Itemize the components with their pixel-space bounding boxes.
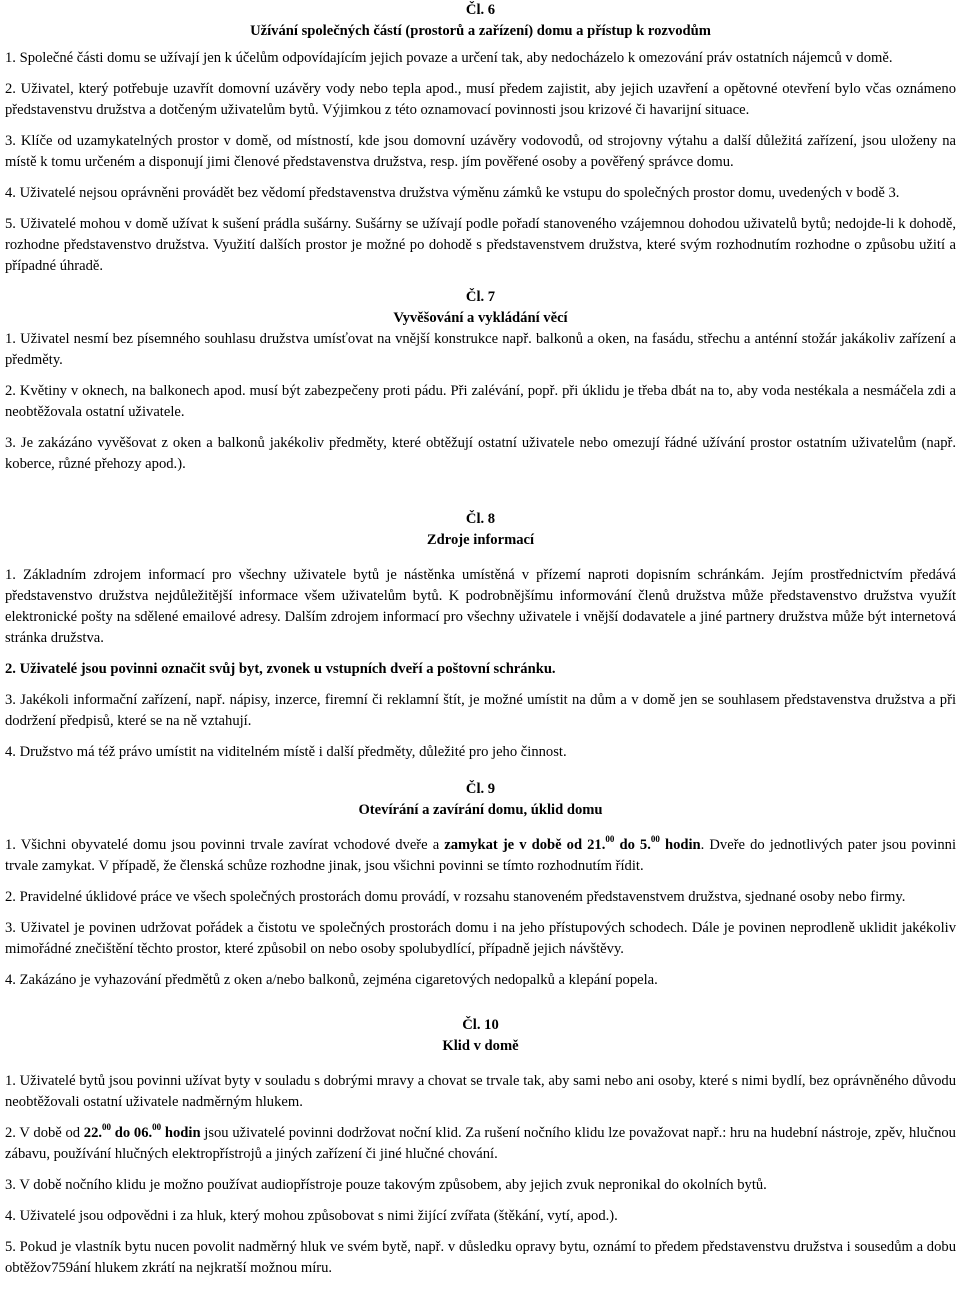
text-run: 2. V době od <box>5 1125 84 1141</box>
paragraph: 3. Jakékoli informační zařízení, např. nápisy, inzerce, firemní či reklamní štít, je možné umístit na dům a v domě jen se souhlasem představenstva družstva a při dodržení předpisů, které se na ně vztahují. <box>5 692 956 729</box>
paragraph: 4. Uživatelé nejsou oprávněni provádět bez vědomí představenstva družstva výměnu zámků ke vstupu do společných prostor domu, uvedených v bodě 3. <box>5 185 900 201</box>
article-title: Vyvěšování a vykládání věcí <box>393 310 568 326</box>
article-9 <box>5 779 956 991</box>
article-number: Čl. 9 <box>465 781 496 797</box>
text-run: . Dveře do jednotlivých pater jsou povinni trvale zamykat. V případě, že členská schůze rozhodne jinak, jsou všichni povinni se tímto rozhodnutím řídit. <box>5 837 957 874</box>
paragraph: 4. Družstvo má též právo umístit na viditelném místě i další předměty, důležité pro jeho činnost. <box>5 744 567 760</box>
text-run-bold: do 06. <box>111 1125 153 1141</box>
text-run-bold: zamykat je v době od 21. <box>444 837 606 853</box>
article-number: Čl. 7 <box>465 289 496 305</box>
superscript: 00 <box>102 1122 112 1133</box>
paragraph: 3. Klíče od uzamykatelných prostor v domě, od místností, kde jsou domovní uzávěry vodovodů, od strojovny výtahu a další důležitá zařízení, jsou uloženy na místě k tomu určeném a disponují jimi členové představenstva družstva, resp. jím pověřené osoby a pověřený správce domu. <box>5 133 956 170</box>
text-run-bold: hodin <box>161 1125 201 1141</box>
superscript: 00 <box>605 834 615 845</box>
paragraph: 4. Uživatelé jsou odpovědni i za hluk, který mohou způsobovat s nimi žijící zvířata (štěkání, vytí, apod.). <box>5 1208 618 1224</box>
article-6 <box>5 0 956 277</box>
text-run: 1. Všichni obyvatelé domu jsou povinni trvale zavírat vchodové dveře a <box>5 837 445 853</box>
article-8 <box>5 509 956 763</box>
article-title: Otevírání a zavírání domu, úklid domu <box>358 802 603 818</box>
paragraph: 3. Je zakázáno vyvěšovat z oken a balkonů jakékoliv předměty, které obtěžují ostatní uživatele nebo omezují řádné užívání prostor ostatním uživatelům (např. koberce, různé přehozy apod.). <box>5 435 956 472</box>
article-number: Čl. 6 <box>465 2 496 18</box>
superscript: 00 <box>152 1122 162 1133</box>
paragraph: 3. V době nočního klidu je možno používat audiopřístroje pouze takovým způsobem, aby jejich zvuk nepronikal do okolních bytů. <box>5 1177 767 1193</box>
text-run-bold: hodin <box>659 837 701 853</box>
paragraph: 4. Zakázáno je vyhazování předmětů z oken a/nebo balkonů, zejména cigaretových nedopalků a klepání popela. <box>5 972 658 988</box>
paragraph: 3. Uživatel je povinen udržovat pořádek a čistotu ve společných prostorách domu i na jeho přístupových schodech. Dále je povinen neprodleně uklidit jakékoliv mimořádné znečištění těchto prostor, které způsobil on nebo osoby spolubydlící, případně jejich návštěvy. <box>5 920 956 957</box>
paragraph: 2. Uživatelé jsou povinni označit svůj byt, zvonek u vstupních dveří a poštovní schránku. <box>5 661 556 677</box>
article-title: Zdroje informací <box>426 532 535 548</box>
text-run-bold: do 5. <box>614 837 651 853</box>
article-number: Čl. 10 <box>462 1017 499 1033</box>
article-number: Čl. 8 <box>465 511 496 527</box>
paragraph <box>5 1123 956 1165</box>
paragraph: 1. Uživatelé bytů jsou povinni užívat byty v souladu s dobrými mravy a chovat se trvale tak, aby sami nebo ani osoby, které s nimi bydlí, bez oprávněného důvodu neobtěžovali ostatní uživatele nadměrným hlukem. <box>5 1073 956 1110</box>
text-run: jsou uživatelé povinni dodržovat noční klid. Za rušení nočního klidu lze považovat např.: hru na hudební nástroje, zpěv, hlučnou zábavu, používání hlučných elektropřístrojů a jiných zařízení či jiné hlučné chování. <box>5 1125 956 1162</box>
superscript: 00 <box>650 834 660 845</box>
paragraph: 1. Uživatel nesmí bez písemného souhlasu družstva umísťovat na vnější konstrukce např. balkonů a oken, na fasádu, střechu a anténní stožár jakákoliv zařízení a předměty. <box>5 331 956 368</box>
paragraph: 2. Květiny v oknech, na balkonech apod. musí být zabezpečeny proti pádu. Při zalévání, popř. při úklidu je třeba dbát na to, aby voda nestékala a nesmáčela zdi a neobtěžovala ostatní uživatele. <box>5 383 956 420</box>
article-title: Klid v domě <box>442 1038 519 1054</box>
article-10 <box>5 1015 956 1279</box>
article-7 <box>5 287 956 475</box>
paragraph: 1. Společné části domu se užívají jen k účelům odpovídajícím jejich povaze a určení tak, aby nedocházelo k omezování práv ostatních nájemců v domě. <box>5 50 893 66</box>
paragraph: 2. Uživatel, který potřebuje uzavřít domovní uzávěry vody nebo tepla apod., musí předem zajistit, aby jejich uzavření a opětovné otevření bylo včas oznámeno představenstvu družstva a dotčeným uživatelům bytů. Výjimkou z této oznamovací povinnosti jsou krizové či havarijní situace. <box>5 81 956 118</box>
article-title: Užívání společných částí (prostorů a zařízení) domu a přístup k rozvodům <box>250 23 711 39</box>
paragraph: 2. Pravidelné úklidové práce ve všech společných prostorách domu provádí, v rozsahu stanoveném představenstvem družstva, sjednané osoby nebo firmy. <box>5 889 906 905</box>
paragraph: 5. Pokud je vlastník bytu nucen povolit nadměrný hluk ve svém bytě, např. v důsledku opravy bytu, oznámí to předem představenstvu družstva i sousedům a dobu obtěžov759ání hlukem zkrátí na nejkratší možnou míru. <box>5 1239 956 1276</box>
paragraph: 5. Uživatelé mohou v domě užívat k sušení prádla sušárny. Sušárny se užívají podle pořadí stanoveného vzájemnou dohodou uživatelů bytů; nedojde-li k dohodě, rozhodne představenstvo družstva. Využití dalších prostor je možné po dohodě s představenstvem družstva, které svým rozhodnutím rozhodne o způsobu užití a případné úhradě. <box>5 216 956 274</box>
paragraph: 1. Základním zdrojem informací pro všechny uživatele bytů je nástěnka umístěná v přízemí naproti dopisním schránkám. Jejím prostřednictvím předává představenstvo družstva nejdůležitější informace všem uživatelům bytů. K podrobnějšímu informování členů družstva může představenstvo družstva využít elektronické pošty na sdělené emailové adresy. Dalším zdrojem informací pro všechny uživatele i vnější dodavatele a jiné partnery družstva může být internetová stránka družstva. <box>5 567 956 646</box>
paragraph <box>5 835 956 877</box>
text-run-bold: 22. <box>83 1125 103 1141</box>
